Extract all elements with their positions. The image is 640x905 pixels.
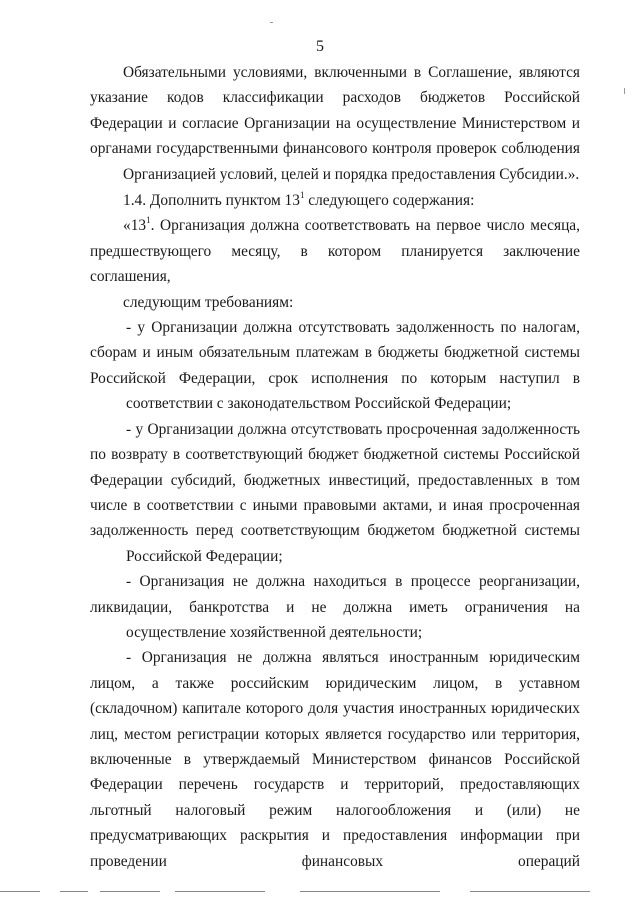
amendment-tail: следующего содержания: — [304, 192, 475, 210]
clause-body: . Организация должна соответствовать на первое число месяца, предшествующего месяцу, в котором планируется заключение соглашения, — [90, 217, 580, 286]
paragraph-text: - у Организации должна отсутствовать задолженность по налогам, сборам и иным обязательным платежам в бюджеты бюджетной системы Российской Федерации, срок исполнения по которым наступил в — [90, 319, 580, 387]
paragraph-text: - Организация не должна находиться в процессе реорганизации, ликвидации, банкротства и не должна иметь ограничения на — [90, 573, 580, 616]
paragraph-last-line: Российской Федерации; — [126, 547, 283, 565]
paragraph-tax-debt — [90, 315, 580, 417]
paragraph-last-line: осуществление хозяйственной деятельности; — [126, 623, 423, 641]
scan-mark-top — [270, 22, 273, 23]
paragraph-overdue-debt — [90, 417, 580, 569]
paragraph-agreement-conditions — [90, 60, 580, 187]
paragraph-text: - Организация не должна являться иностранным юридическим лицом, а также российским юридическим лицом, в уставном (складочном) капитале которого доля участия иностранных юридических лиц, местом регистрации которых является государство или территория, включенные в утверждаемый Министерством финансов Российской Федерации перечень государств и территорий, предоставляющих льготный налоговый режим налогообложения и (или) не предусматривающих раскрытия и предоставления информации при проведении финансовых операций — [90, 649, 580, 870]
paragraph-amendment-1-4 — [90, 188, 580, 213]
scan-bottom-edge — [0, 890, 640, 894]
paragraph-text: Обязательными условиями, включенными в Соглашение, являются указание кодов классификации расходов бюджетов Российской Федерации и согласие Организации на осуществление Министерством и органами государственными финансового контроля проверок соблюдения — [90, 64, 580, 158]
superscript: 1 — [146, 215, 151, 226]
clause-lead: «13 — [123, 217, 147, 235]
paragraph-last-line: соответствии с законодательством Российской Федерации; — [126, 395, 512, 413]
paragraph-foreign-entity — [90, 645, 580, 874]
paragraph-reorganization — [90, 569, 580, 645]
paragraph-text: - у Организации должна отсутствовать просроченная задолженность по возврату в соответствующий бюджет бюджетной системы Российской Федерации субсидий, бюджетных инвестиций, предоставленных в том числе в соответствии с иными правовыми актами, и иная просроченная задолженность перед соответствующим бюджетом бюджетной системы — [90, 420, 580, 540]
paragraph-last-line: следующим требованиям: — [123, 293, 294, 311]
amendment-lead: 1.4. Дополнить пунктом 13 — [123, 192, 300, 210]
page-number: 5 — [316, 38, 324, 55]
paragraph-last-line: Организацией условий, целей и порядка предоставления Субсидии.». — [123, 165, 580, 183]
paragraph-clause-13-1 — [90, 213, 580, 315]
scan-mark-right — [624, 88, 625, 94]
superscript: 1 — [299, 189, 305, 200]
document-body — [90, 60, 580, 874]
